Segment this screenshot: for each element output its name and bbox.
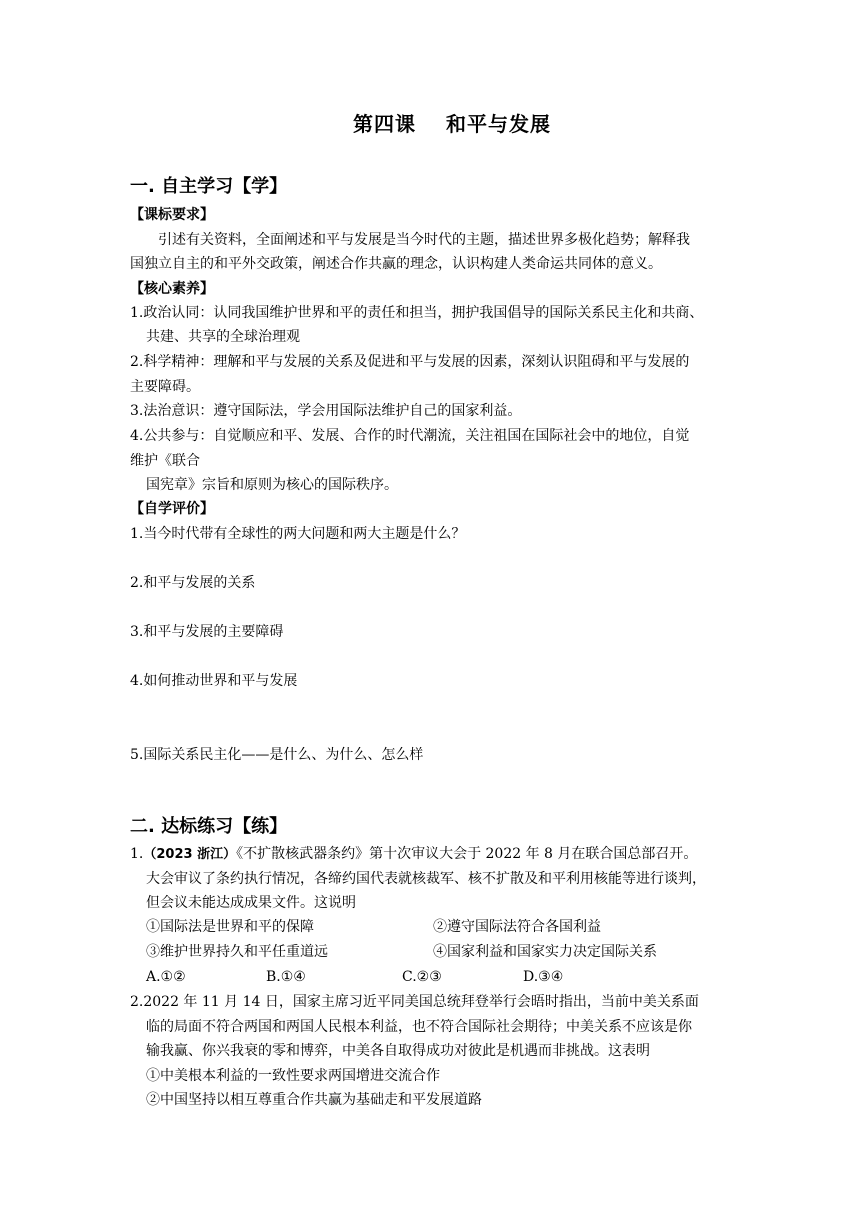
- question-2-line-3: 输我赢、你兴我衰的零和博弈，中美各自取得成功对彼此是机遇而非挑战。这表明: [146, 1043, 650, 1059]
- question-1-line-3: 但会议未能达成成果文件。这说明: [146, 895, 356, 911]
- question-1-choice: D.③④: [523, 969, 564, 985]
- literacy-line: 4.公共参与：自觉顺应和平、发展、合作的时代潮流，关注祖国在国际社会中的地位，自觉: [130, 428, 690, 444]
- eval-question: 2.和平与发展的关系: [130, 575, 256, 591]
- question-2-option: ①中美根本利益的一致性要求两国增进交流合作: [146, 1068, 440, 1084]
- question-1-line-2: 大会审议了条约执行情况，各缔约国代表就核裁军、核不扩散及和平利用核能等进行谈判，: [146, 871, 706, 887]
- literacy-heading: 【核心素养】: [130, 281, 214, 297]
- eval-question: 1.当今时代带有全球性的两大问题和两大主题是什么？: [130, 526, 466, 542]
- question-1-option: ②遵守国际法符合各国利益: [433, 919, 601, 935]
- question-1-source: （2023 浙江）: [143, 847, 237, 862]
- eval-question: 4.如何推动世界和平与发展: [130, 673, 298, 689]
- question-2-line-1: 2.2022 年 11 月 14 日，国家主席习近平同美国总统拜登举行会晤时指出，当前中美关系面: [130, 994, 699, 1010]
- literacy-line: 3.法治意识：遵守国际法，学会用国际法维护自己的国家利益。: [130, 403, 522, 419]
- section-1-heading: 一. 自主学习【学】: [130, 176, 288, 197]
- literacy-line: 维护《联合: [130, 453, 200, 469]
- question-1-choice: B.①④: [266, 969, 306, 985]
- eval-question: 5.国际关系民主化——是什么、为什么、怎么样: [130, 747, 424, 763]
- question-1-line-1: 1.（2023 浙江）《不扩散核武器条约》第十次审议大会于 2022 年 8 月在联合国总部召开。: [130, 846, 698, 862]
- standards-heading: 【课标要求】: [130, 207, 214, 223]
- title-part-1: 第四课: [353, 112, 416, 136]
- question-1-option: ③维护世界持久和平任重道远: [146, 944, 328, 960]
- literacy-line: 共建、共享的全球治理观: [146, 329, 300, 345]
- title-part-2: 和平与发展: [446, 112, 551, 136]
- literacy-line: 2.科学精神：理解和平与发展的关系及促进和平与发展的因素，深刻认识阻碍和平与发展的: [130, 354, 690, 370]
- literacy-line: 主要障碍。: [130, 379, 200, 395]
- literacy-line: 1.政治认同：认同我国维护世界和平的责任和担当，拥护我国倡导的国际关系民主化和共商、: [130, 305, 704, 321]
- section-2-heading: 二. 达标练习【练】: [130, 816, 288, 837]
- standards-line-1: 引述有关资料，全面阐述和平与发展是当今时代的主题，描述世界多极化趋势；解释我: [158, 232, 690, 248]
- literacy-line: 国宪章》宗旨和原则为核心的国际秩序。: [146, 477, 398, 493]
- eval-question: 3.和平与发展的主要障碍: [130, 624, 284, 640]
- question-1-choice: A.①②: [146, 969, 186, 985]
- question-1-choice: C.②③: [402, 969, 442, 985]
- question-1-stem: 《不扩散核武器条约》第十次审议大会于 2022 年 8 月在联合国总部召开。: [236, 846, 698, 862]
- question-1-option: ④国家利益和国家实力决定国际关系: [433, 944, 657, 960]
- question-2-option: ②中国坚持以相互尊重合作共赢为基础走和平发展道路: [146, 1092, 482, 1108]
- page-title: [0, 108, 860, 137]
- standards-line-2: 国独立自主的和平外交政策，阐述合作共赢的理念，认识构建人类命运共同体的意义。: [130, 256, 662, 272]
- question-2-line-2: 临的局面不符合两国和两国人民根本利益，也不符合国际社会期待；中美关系不应该是你: [146, 1019, 692, 1035]
- eval-heading: 【自学评价】: [130, 501, 214, 517]
- question-1-option: ①国际法是世界和平的保障: [146, 919, 314, 935]
